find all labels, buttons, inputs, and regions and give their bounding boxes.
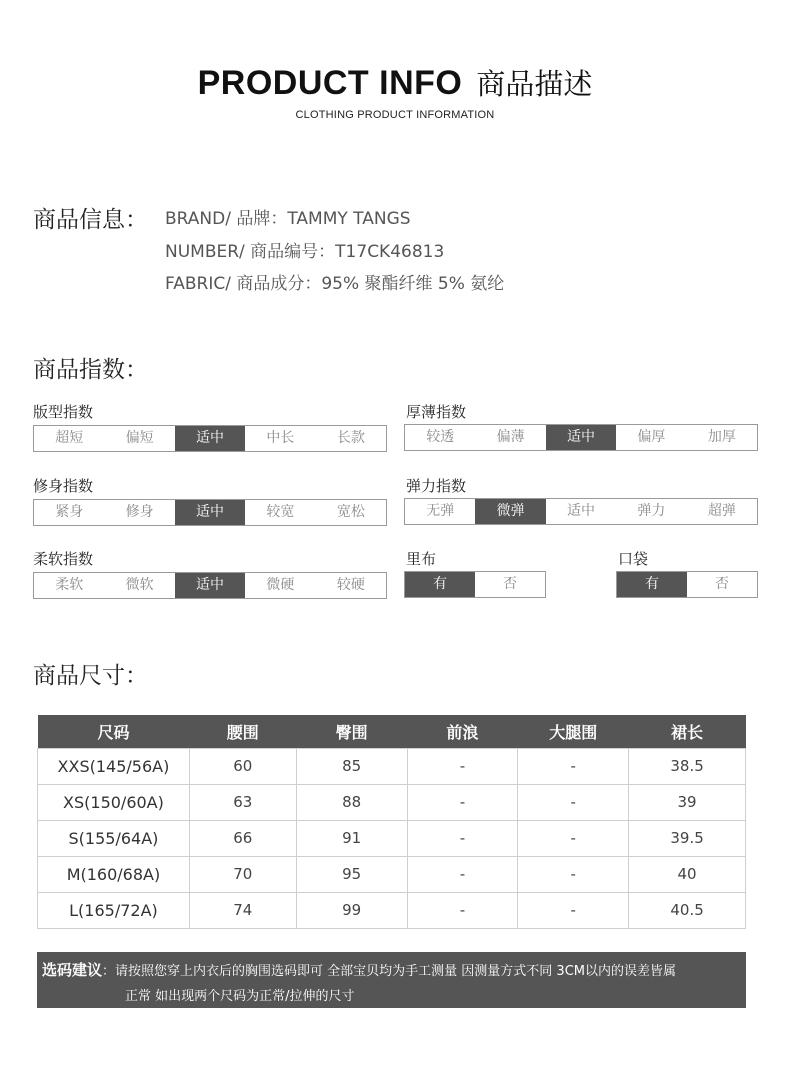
scale-option: 否 [503,576,517,592]
fit-index-scale [33,425,387,452]
thigh-cell: - [518,820,629,856]
scale-option: 偏厚 [637,429,666,445]
scale-option: 无弹 [426,503,455,519]
scale-option: 较透 [426,429,455,445]
lining-scale [404,571,546,598]
hip-cell: 95 [296,856,407,892]
info-fabric: FABRIC/ 商品成分：95% 聚酯纤维 5% 氨纶 [165,274,505,294]
info-brand: BRAND/ 品牌：TAMMY TANGS [165,209,411,229]
scale-option: 紧身 [55,504,84,520]
waist-cell: 63 [189,784,296,820]
thigh-cell: - [518,892,629,928]
size-table-header [38,715,746,748]
info-lines [165,203,504,301]
size-cell: XXS(145/56A) [38,748,190,784]
size-cell: XS(150/60A) [38,784,190,820]
scale-option: 否 [715,576,729,592]
tip-label: 选码建议 [42,961,103,979]
scale-option: 微硬 [266,577,295,593]
size-cell: M(160/68A) [38,856,190,892]
scale-option: 中长 [266,430,295,446]
scale-option: 弹力 [637,503,666,519]
fit-index-label: 版型指数 [33,403,94,421]
scale-option: 微弹 [475,499,545,524]
pocket-label: 口袋 [618,550,649,568]
title-row [0,62,790,103]
scale-option: 适中 [546,425,616,450]
col-waist: 腰围 [189,715,296,748]
slim-index-label: 修身指数 [33,477,94,495]
rise-cell: - [407,892,518,928]
table-row [38,856,746,892]
col-size: 尺码 [38,715,190,748]
waist-cell: 66 [189,820,296,856]
scale-option: 适中 [175,573,245,598]
scale-option: 微软 [125,577,154,593]
length-cell: 40 [629,856,746,892]
thigh-cell: - [518,748,629,784]
scale-option: 有 [617,572,687,597]
thigh-cell: - [518,784,629,820]
scale-option: 偏短 [125,430,154,446]
info-heading: 商品信息： [33,207,148,233]
softness-index-label: 柔软指数 [33,550,94,568]
scale-option: 宽松 [336,504,365,520]
table-row [38,820,746,856]
tip-text-2: 正常 如出现两个尺码为正常/拉伸的尺寸 [125,989,355,1004]
softness-index-scale [33,572,387,599]
table-row [38,892,746,928]
title-english: PRODUCT INFO [197,64,463,102]
subtitle: CLOTHING PRODUCT INFORMATION [295,109,495,121]
scale-option: 长款 [336,430,365,446]
length-cell: 39.5 [629,820,746,856]
col-thigh: 大腿围 [518,715,629,748]
stretch-index-label: 弹力指数 [406,477,467,495]
slim-index-scale [33,499,387,526]
size-cell: S(155/64A) [38,820,190,856]
stretch-index-scale [404,498,758,525]
length-cell: 40.5 [629,892,746,928]
tip-separator: ： [102,964,116,979]
hip-cell: 99 [296,892,407,928]
size-table [37,715,746,929]
rise-cell: - [407,820,518,856]
lining-label: 里布 [406,550,437,568]
scale-option: 较硬 [336,577,365,593]
thickness-index-scale [404,424,758,451]
scale-option: 超弹 [707,503,736,519]
waist-cell: 60 [189,748,296,784]
hip-cell: 91 [296,820,407,856]
scale-option: 柔软 [55,577,84,593]
col-hip: 臀围 [296,715,407,748]
index-heading: 商品指数： [33,357,148,383]
scale-option: 加厚 [707,429,736,445]
title-chinese: 商品描述 [476,67,593,101]
page-header [0,62,790,121]
info-number: NUMBER/ 商品编号：T17CK46813 [165,241,445,262]
thigh-cell: - [518,856,629,892]
waist-cell: 70 [189,856,296,892]
scale-option: 有 [405,572,475,597]
scale-option: 适中 [175,426,245,451]
thickness-index-label: 厚薄指数 [406,403,467,421]
size-cell: L(165/72A) [38,892,190,928]
scale-option: 偏薄 [496,429,525,445]
scale-option: 较宽 [266,504,295,520]
rise-cell: - [407,784,518,820]
col-rise: 前浪 [407,715,518,748]
col-skirt-length: 裙长 [629,715,746,748]
table-row [38,784,746,820]
scale-option: 适中 [175,500,245,525]
scale-option: 修身 [125,504,154,520]
table-row [38,748,746,784]
length-cell: 39 [629,784,746,820]
length-cell: 38.5 [629,748,746,784]
rise-cell: - [407,856,518,892]
hip-cell: 85 [296,748,407,784]
scale-option: 超短 [55,430,84,446]
size-tip-box [37,952,746,1008]
tip-text-1: 请按照您穿上内衣后的胸围选码即可 全部宝贝均为手工测量 因测量方式不同 3CM以内的误差皆属 [115,964,676,979]
rise-cell: - [407,748,518,784]
pocket-scale [616,571,758,598]
size-heading: 商品尺寸： [33,663,148,689]
hip-cell: 88 [296,784,407,820]
scale-option: 适中 [567,503,596,519]
waist-cell: 74 [189,892,296,928]
tip-line-1 [42,958,740,984]
